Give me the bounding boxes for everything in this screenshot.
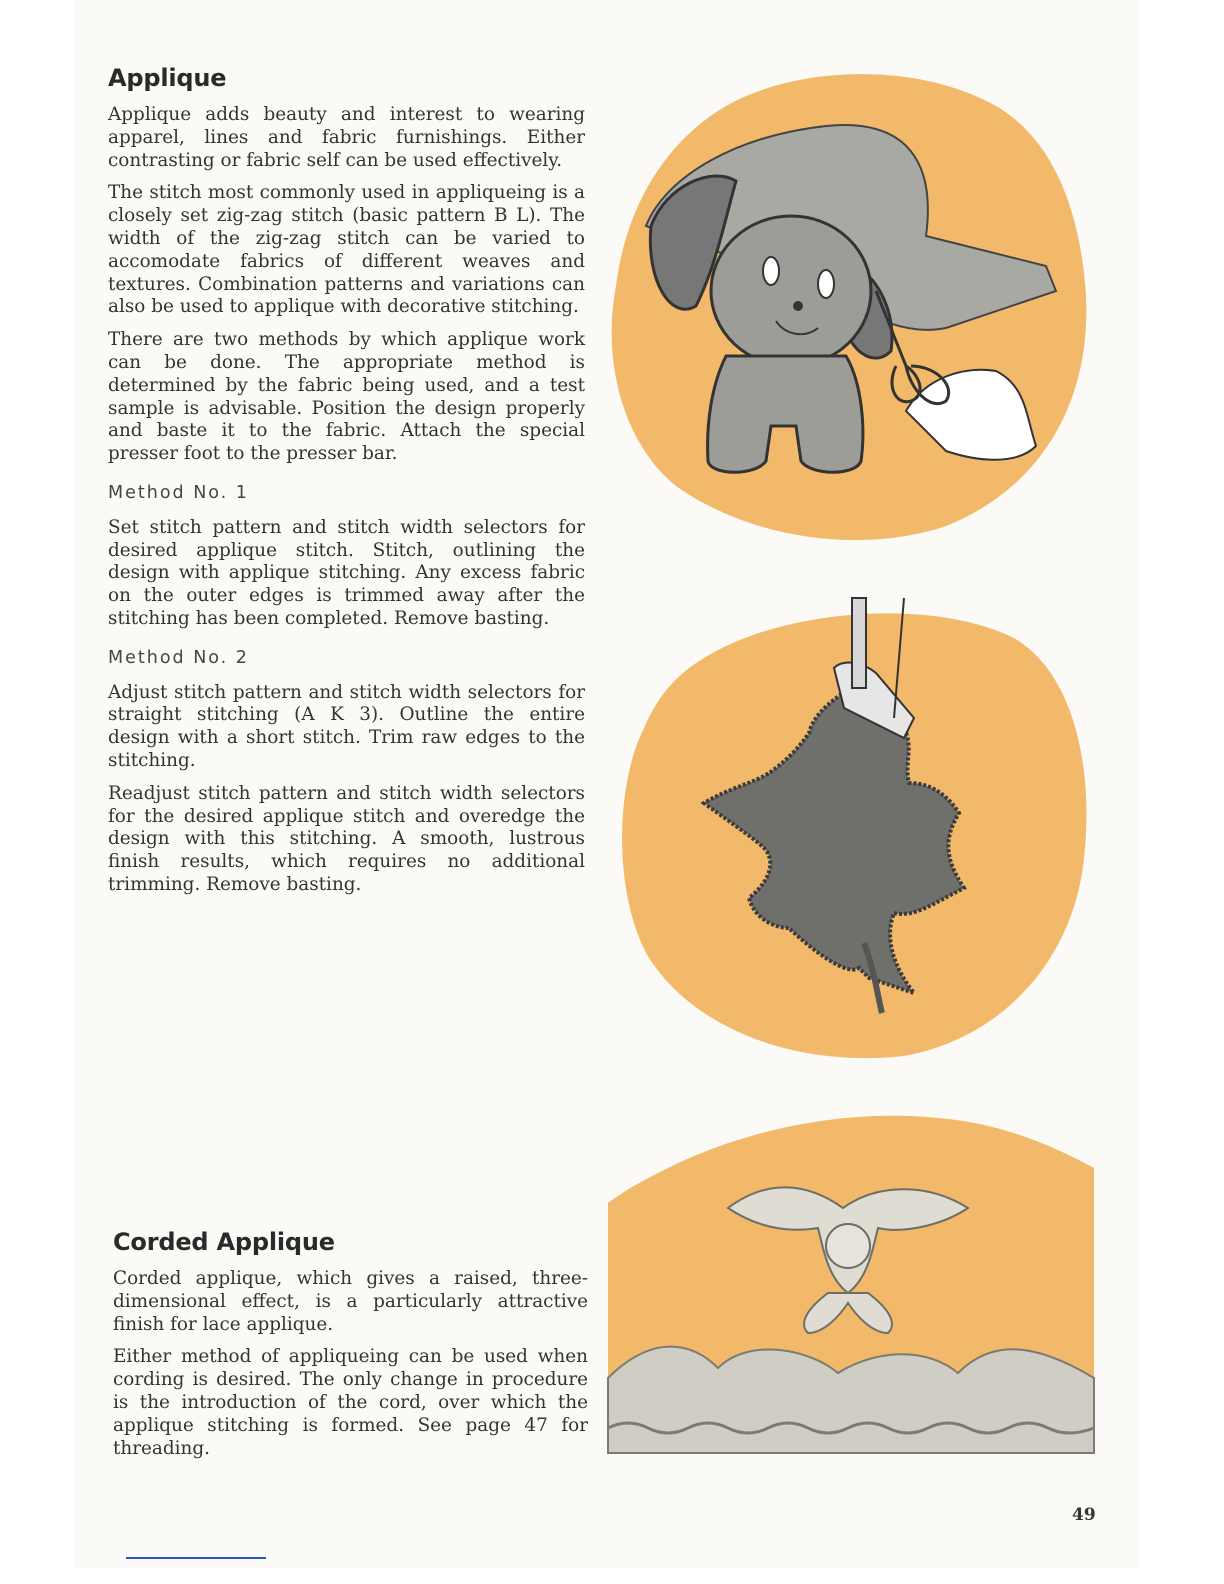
method-2-paragraph: Adjust stitch pattern and stitch width selectors for straight stitching (A K 3). Outline the entire design with a short stitch. Trim raw edges to the stitching. xyxy=(108,681,585,771)
method-1-heading: Method No. 1 xyxy=(108,482,249,503)
puppy-applique-illustration xyxy=(606,66,1096,546)
method-2-paragraph: Readjust stitch pattern and stitch width selectors for the desired applique stitch and overedge the design with this stitching. A smooth, lustrous finish results, which requires no additional trimming. Remove basting. xyxy=(108,782,585,895)
corded-text-column xyxy=(113,1268,588,1470)
page-number: 49 xyxy=(1072,1505,1096,1525)
method-2-heading: Method No. 2 xyxy=(108,647,249,668)
method-1-paragraph: Set stitch pattern and stitch width selectors for desired applique stitch. Stitch, outlining the design with applique stitching. Any excess fabric on the outer edges is trimmed away after the stitching has been completed. Remove basting. xyxy=(108,516,585,629)
puppy-eye-right xyxy=(818,270,834,298)
puppy-head xyxy=(711,216,871,366)
footer-rule xyxy=(126,1557,266,1559)
puppy-nose xyxy=(793,301,803,311)
lace-flower xyxy=(826,1224,870,1268)
leaf-applique-illustration xyxy=(614,598,1094,1060)
applique-paragraph: There are two methods by which applique work can be done. The appropriate method is determined by the fabric being used, and a test sample is advisable. Position the design properly and baste it to the fabric. Attach the special presser foot to the presser bar. xyxy=(108,329,585,465)
puppy-eye-left xyxy=(763,257,779,285)
applique-heading: Applique xyxy=(108,64,227,92)
applique-text-column xyxy=(108,104,585,907)
presser-bar xyxy=(852,598,866,688)
applique-paragraph: The stitch most commonly used in appliqueing is a closely set zig-zag stitch (basic pattern B L). The width of the zig-zag stitch can be varied to accomodate fabrics of different weaves and textures. Combination patterns and variations can also be used to applique with decorative stitching. xyxy=(108,182,585,318)
corded-paragraph: Corded applique, which gives a raised, three-dimensional effect, is a particularly attractive finish for lace applique. xyxy=(113,1268,588,1335)
corded-applique-heading: Corded Applique xyxy=(113,1228,335,1256)
applique-paragraph: Applique adds beauty and interest to wearing apparel, lines and fabric furnishings. Either contrasting or fabric self can be used effectively. xyxy=(108,104,585,171)
lace-applique-illustration xyxy=(608,1108,1094,1460)
corded-paragraph: Either method of appliqueing can be used when cording is desired. The only change in procedure is the introduction of the cord, over which the applique stitching is formed. See page 47 for threading. xyxy=(113,1346,588,1459)
